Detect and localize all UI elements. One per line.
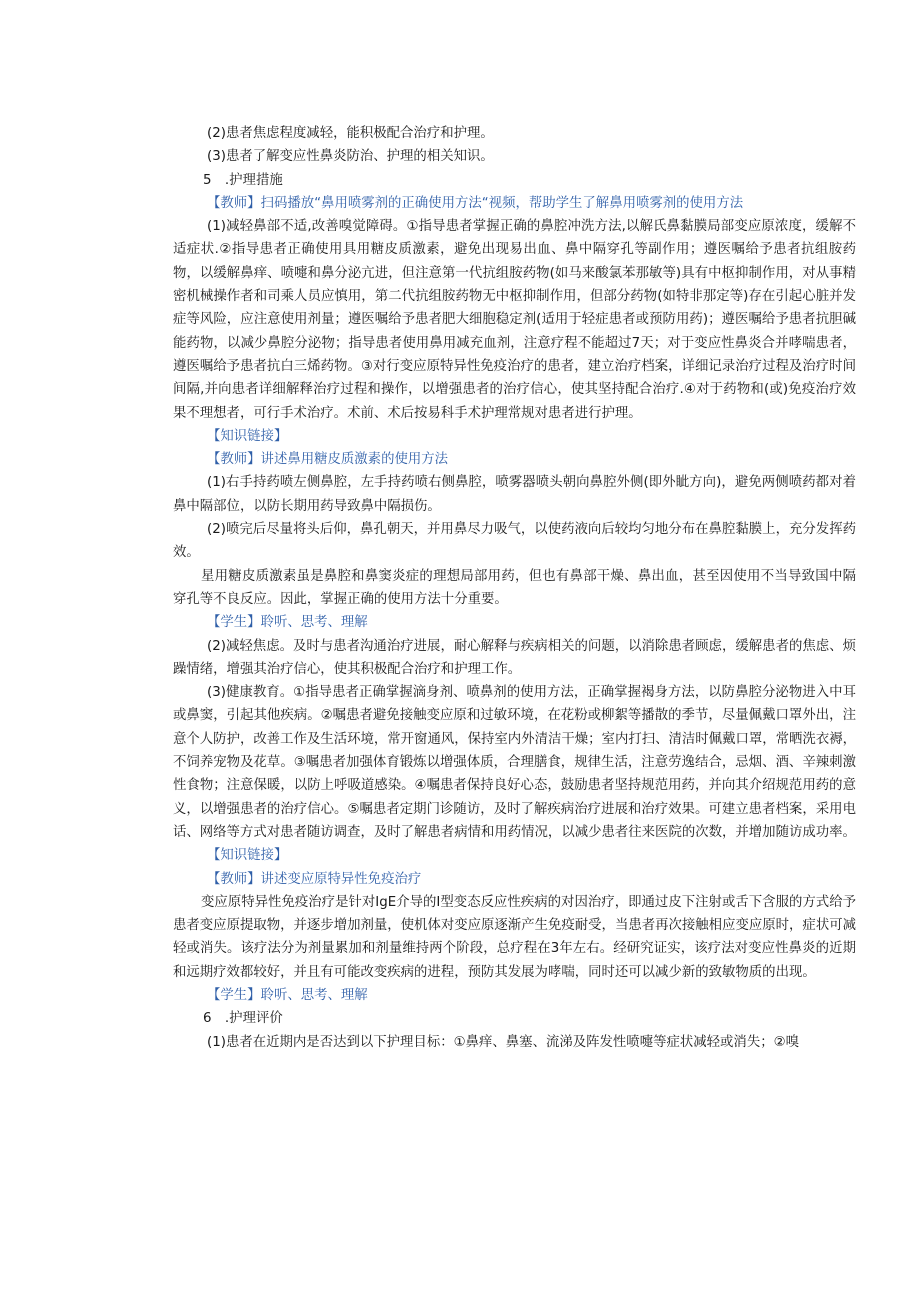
teacher-note-steroid: 【教师】讲述鼻用糖皮质激素的使用方法 xyxy=(207,452,449,468)
student-note-2: 【学生】聆听、思考、理解 xyxy=(207,987,368,1003)
teacher-note-immunotherapy: 【教师】讲述变应原特异性免疫治疗 xyxy=(207,871,422,887)
teacher-note-video: 【教师】扫码播放“鼻用喷雾剂的正确使用方法“视频，帮助学生了解鼻用喷雾剂的使用方法 xyxy=(207,195,744,211)
knowledge-link-heading-2: 【知识链接】 xyxy=(207,848,288,864)
steroid-summary: 星用糖皮质激素虽是鼻腔和鼻窦炎症的理想局部用药，但也有鼻部干燥、鼻出血，甚至因使用不当导致国中隔穿孔等不良反应。因此，掌握正确的使用方法十分重要。 xyxy=(173,568,856,607)
student-note: 【学生】聆听、思考、理解 xyxy=(207,615,368,631)
section-heading-nursing-measures: 5 .护理措施 xyxy=(203,172,283,188)
section-heading-evaluation: 6 .护理评价 xyxy=(203,1011,283,1027)
measure-paragraph-2: (2)减轻焦虑。及时与患者沟通治疗进展，耐心解释与疾病相关的问题，以消除患者顾虑，缓解患者的焦虑、烦躁情绪，增强其治疗信心，使其积极配合治疗和护理工作。 xyxy=(173,638,856,677)
evaluation-paragraph-1: (1)患者在近期内是否达到以下护理目标：①鼻痒、鼻塞、流涕及阵发性喷嚏等症状减轻或消失；②嗅 xyxy=(207,1034,799,1050)
steroid-step-2: (2)喷完后尽量将头后仰，鼻孔朝天，并用鼻尽力吸气，以使药液向后较均匀地分布在鼻腔黏膜上，充分发挥药效。 xyxy=(173,522,856,561)
goal-paragraph-2: (2)患者焦虑程度减轻，能积极配合治疗和护理。 xyxy=(207,126,494,141)
measure-paragraph-1: (1)减轻鼻部不适,改善嗅觉障碍。①指导患者掌握正确的鼻腔冲洗方法,以解氏鼻黏膜局部变应原浓度，缓解不适症状.②指导患者正确使用具用糖皮质激素，避免出现易出血、鼻中隔穿孔等副作用；遵医嘱给予患者抗组胺药物，以缓解鼻痒、喷嚏和鼻分泌亢进，但注意第一代抗组胺药物(如马来酸氯苯那敏等)具有中枢抑制作用，对从事精密机械操作者和司乘人员应慎用，第二代抗组胺药物无中枢抑制作用，但部分药物(如特非那定等)存在引起心脏并发症等风险，应注意使用剂量；遵医嘱给予患者肥大细胞稳定剂(适用于轻症患者或预防用药)；遵医嘱给予患者抗胆碱能药物，以减少鼻腔分泌物；指导患者使用鼻用减充血剂，注意疗程不能超过7天；对于变应性鼻炎合并哮喘患者，遵医嘱给予患者抗白三烯药物。③对行变应原特异性免疫治疗的患者，建立治疗档案，详细记录治疗过程及治疗时间间隔,并向患者详细解释治疗过程和操作，以增强患者的治疗信心，使其坚持配合治疗.④对于药物和(或)免疫治疗效果不理想者，可行手术治疗。术前、术后按易科手术护理常规对患者进行护理。 xyxy=(173,219,856,421)
steroid-step-1: (1)右手持药喷左侧鼻腔，左手持药喷右侧鼻腔，喷雾器喷头朝向鼻腔外侧(即外眦方向)，避免两侧喷药都对着鼻中隔部位，以防长期用药导致鼻中隔损伤。 xyxy=(173,475,856,514)
document-page xyxy=(173,122,856,1054)
immunotherapy-paragraph: 变应原特异性免疫治疗是针对IgE介导的I型变态反应性疾病的对因治疗，即通过皮下注射或舌下含服的方式给予患者变应原提取物，并逐步增加剂量，使机体对变应原逐渐产生免疫耐受，当患者再次接触相应变应原时，症状可减轻或消失。该疗法分为剂量累加和剂量维持两个阶段，总疗程在3年左右。经研究证实，该疗法对变应性鼻炎的近期和远期疗效都较好，并且有可能改变疾病的进程，预防其发展为哮喘，同时还可以减少新的致敏物质的出现。 xyxy=(173,894,856,980)
knowledge-link-heading: 【知识链接】 xyxy=(207,428,288,444)
goal-paragraph-3: (3)患者了解变应性鼻炎防治、护理的相关知识。 xyxy=(207,149,494,165)
measure-paragraph-3: (3)健康教育。①指导患者正确掌握滴身剂、喷鼻剂的使用方法，正确掌握褐身方法，以防鼻腔分泌物进入中耳或鼻窦，引起其他疾病。②嘱患者避免接触变应原和过敏环境，在花粉或柳絮等播散的季节，尽量佩戴口罩外出，注意个人防护，改善工作及生活环境，常开窗通风，保持室内外清洁干燥；室内打扫、清洁时佩戴口罩，常晒洗衣褥，不饲养宠物及花草。③嘱患者加强体育锻炼以增强体质，合理膳食，规律生活，注意劳逸结合，忌烟、酒、辛辣刺激性食物；注意保暖，以防上呼吸道感染。④嘱患者保持良好心态，鼓励患者坚持规范用药，并向其介绍规范用药的意义，以增强患者的治疗信心。⑤嘱患者定期门诊随访，及时了解疾病治疗进展和治疗效果。可建立患者档案，采用电话、网络等方式对患者随访调查，及时了解患者病情和用药情况，以减少患者往来医院的次数，并增加随访成功率。 xyxy=(173,685,856,840)
